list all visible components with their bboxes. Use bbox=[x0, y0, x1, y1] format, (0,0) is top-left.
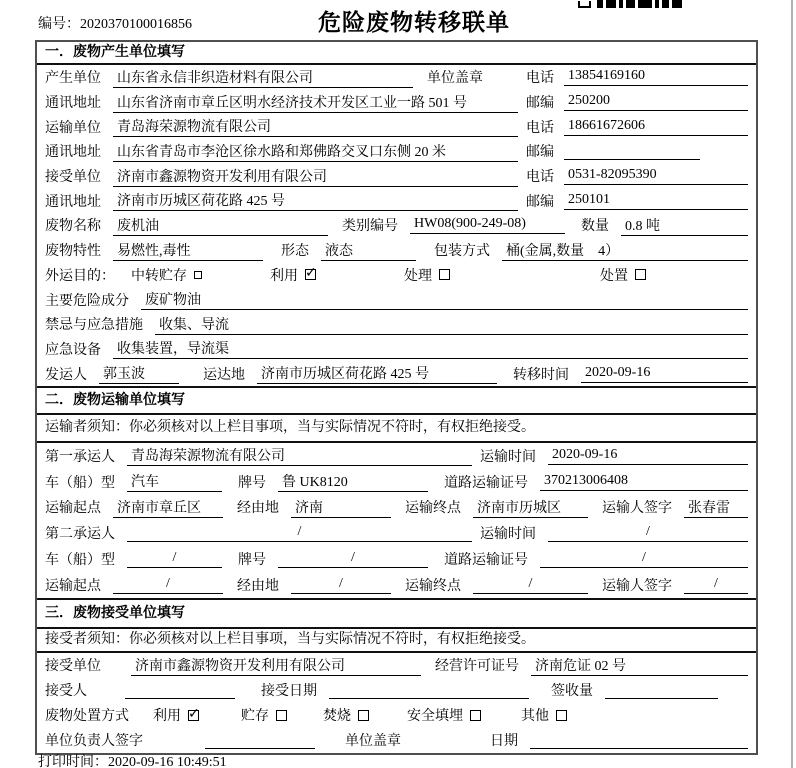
address-label: 通讯地址 bbox=[45, 145, 101, 161]
equipment-value: 收集装置，导流渠 bbox=[113, 338, 748, 359]
receiver-label: 接受人 bbox=[45, 684, 87, 700]
vehicle1-label: 车（船）型 bbox=[45, 475, 115, 491]
doc-number-label: 编号： bbox=[38, 17, 80, 32]
receiver-notice: 接受者须知：你必须核对以上栏目事项，当与实际情况不符时，有权拒绝接受。 bbox=[37, 629, 756, 653]
disposal-option-other bbox=[521, 705, 567, 725]
waste-name-value: 废机油 bbox=[113, 215, 328, 236]
purpose-option-use bbox=[270, 265, 316, 285]
via2-label: 经由地 bbox=[237, 578, 279, 594]
row-dispatch bbox=[37, 361, 756, 386]
produce-unit-value: 山东省永信非织造材料有限公司 bbox=[113, 67, 413, 88]
zip-value: 250101 bbox=[564, 192, 748, 210]
road-cert2-value: / bbox=[540, 550, 748, 568]
unit-seal-label: 单位盖章 bbox=[345, 734, 401, 750]
disposal-option-burn bbox=[323, 705, 369, 725]
checkbox-icon bbox=[358, 710, 369, 721]
section2-header: 二．废物运输单位填写 bbox=[37, 386, 756, 415]
end2-label: 运输终点 bbox=[405, 578, 461, 594]
checkbox-icon bbox=[194, 271, 202, 279]
date-label: 日期 bbox=[490, 734, 518, 750]
option-label: 处置 bbox=[600, 268, 628, 284]
plate2-value: / bbox=[278, 550, 428, 568]
date-value bbox=[530, 731, 748, 749]
receive-date-value bbox=[329, 681, 529, 699]
row-produce-address bbox=[37, 90, 756, 115]
phone-label: 电话 bbox=[526, 120, 554, 136]
receive-unit-value: 济南市鑫源物资开发利用有限公司 bbox=[113, 166, 518, 187]
phone-field bbox=[526, 166, 748, 186]
receiver-value bbox=[125, 681, 235, 699]
page-edge-line bbox=[791, 0, 793, 768]
zip-value: 250200 bbox=[564, 93, 748, 111]
form-state-label: 形态 bbox=[281, 244, 309, 260]
row-equipment bbox=[37, 337, 756, 362]
sign-quantity-label: 签收量 bbox=[551, 684, 593, 700]
carrier1-value: 青岛海荣源物流有限公司 bbox=[127, 445, 472, 466]
row-receive-unit-s3 bbox=[37, 653, 756, 678]
form-state-value: 液态 bbox=[321, 240, 416, 261]
end1-value: 济南市历城区 bbox=[473, 497, 588, 518]
leader-sign-value bbox=[205, 731, 315, 749]
phone-label: 电话 bbox=[526, 71, 554, 87]
row-produce-unit bbox=[37, 65, 756, 90]
row-transport-unit bbox=[37, 114, 756, 139]
checkbox-icon bbox=[470, 710, 481, 721]
transport-unit-value: 青岛海荣源物流有限公司 bbox=[113, 116, 518, 137]
package-label: 包装方式 bbox=[434, 244, 490, 260]
doc-number bbox=[38, 13, 192, 33]
option-label: 处理 bbox=[404, 268, 432, 284]
zip-field bbox=[526, 92, 748, 112]
road-cert1-value: 370213006408 bbox=[540, 473, 748, 491]
print-time-value: 2020-09-16 10:49:51 bbox=[108, 755, 227, 768]
transfer-time-label: 转移时间 bbox=[513, 367, 569, 383]
address-label: 通讯地址 bbox=[45, 194, 101, 210]
via1-label: 经由地 bbox=[237, 501, 279, 517]
sign2-value: / bbox=[684, 576, 748, 594]
destination-label: 运达地 bbox=[203, 367, 245, 383]
option-label: 其他 bbox=[521, 709, 549, 725]
vehicle1-value: 汽车 bbox=[127, 471, 222, 492]
print-time-label: 打印时间： bbox=[38, 755, 108, 768]
via2-value: / bbox=[291, 576, 391, 594]
row-receive-unit bbox=[37, 164, 756, 189]
address-label: 通讯地址 bbox=[45, 96, 101, 112]
receive-date-label: 接受日期 bbox=[261, 684, 317, 700]
row-disposal bbox=[37, 703, 756, 728]
unit-seal-label: 单位盖章 bbox=[427, 71, 483, 87]
checkbox-icon bbox=[188, 710, 199, 721]
address-value: 山东省青岛市李沧区徐水路和郑佛路交叉口东侧 20 米 bbox=[113, 141, 518, 162]
waste-trait-label: 废物特性 bbox=[45, 244, 101, 260]
section1-header: 一．废物产生单位填写 bbox=[37, 42, 756, 65]
road-cert2-label: 道路运输证号 bbox=[444, 553, 528, 569]
sign1-value: 张春雷 bbox=[684, 497, 748, 518]
doc-number-value: 2020370100016856 bbox=[80, 17, 192, 32]
section3-header: 三．废物接受单位填写 bbox=[37, 598, 756, 629]
origin2-value: / bbox=[113, 576, 223, 594]
zip-label: 邮编 bbox=[526, 96, 554, 112]
phone-field bbox=[526, 67, 748, 87]
row-transport-address bbox=[37, 139, 756, 164]
via1-value: 济南 bbox=[291, 497, 391, 518]
row-route2 bbox=[37, 572, 756, 598]
row-vehicle2 bbox=[37, 546, 756, 572]
row-waste-trait bbox=[37, 238, 756, 263]
sign2-label: 运输人签字 bbox=[602, 578, 672, 594]
receive-unit-value: 济南市鑫源物资开发利用有限公司 bbox=[131, 655, 421, 676]
zip-field bbox=[526, 191, 748, 211]
license-label: 经营许可证号 bbox=[435, 659, 519, 675]
phone-value: 0531-82095390 bbox=[564, 167, 748, 185]
print-time bbox=[38, 751, 227, 768]
zip-label: 邮编 bbox=[526, 145, 554, 161]
quantity-value: 0.8 吨 bbox=[621, 215, 748, 236]
transport-time-value: 2020-09-16 bbox=[548, 447, 748, 465]
address-value: 山东省济南市章丘区明水经济技术开发区工业一路 501 号 bbox=[113, 92, 518, 113]
transport-time2-label: 运输时间 bbox=[480, 527, 536, 543]
row-taboo bbox=[37, 312, 756, 337]
row-route1 bbox=[37, 495, 756, 521]
phone-label: 电话 bbox=[526, 170, 554, 186]
transfer-time-value: 2020-09-16 bbox=[581, 365, 748, 383]
qr-code-partial bbox=[578, 0, 682, 8]
doc-title: 危险废物转移联单 bbox=[318, 10, 510, 35]
receive-unit-label: 接受单位 bbox=[45, 170, 101, 186]
sender-label: 发运人 bbox=[45, 367, 87, 383]
row-leader-sign bbox=[37, 728, 756, 753]
plate2-label: 牌号 bbox=[238, 553, 266, 569]
phone-value: 18661672606 bbox=[564, 118, 748, 136]
disposal-label: 废物处置方式 bbox=[45, 709, 129, 725]
vehicle2-label: 车（船）型 bbox=[45, 553, 115, 569]
sender-value: 郭玉波 bbox=[99, 363, 179, 384]
leader-sign-label: 单位负责人签字 bbox=[45, 734, 143, 750]
waste-name-label: 废物名称 bbox=[45, 219, 101, 235]
zip-field bbox=[526, 141, 748, 161]
checkbox-icon bbox=[305, 269, 316, 280]
phone-value: 13854169160 bbox=[564, 68, 748, 86]
option-label: 贮存 bbox=[241, 709, 269, 725]
address-value: 济南市历城区荷花路 425 号 bbox=[113, 190, 518, 211]
carrier2-label: 第二承运人 bbox=[45, 527, 115, 543]
purpose-option-storage bbox=[131, 265, 202, 285]
carrier1-label: 第一承运人 bbox=[45, 449, 115, 465]
option-label: 利用 bbox=[270, 268, 298, 284]
hazard-label: 主要危险成分 bbox=[45, 293, 129, 309]
transport-unit-label: 运输单位 bbox=[45, 120, 101, 136]
option-label: 中转贮存 bbox=[131, 268, 187, 284]
row-purpose bbox=[37, 263, 756, 288]
row-waste-name bbox=[37, 213, 756, 238]
road-cert1-label: 道路运输证号 bbox=[444, 475, 528, 491]
purpose-option-treat bbox=[404, 265, 450, 285]
phone-field bbox=[526, 117, 748, 137]
quantity-label: 数量 bbox=[581, 219, 609, 235]
taboo-value: 收集、导流 bbox=[155, 314, 748, 335]
transfer-form bbox=[35, 40, 758, 755]
plate1-value: 鲁 UK8120 bbox=[278, 471, 428, 492]
category-value: HW08(900-249-08) bbox=[410, 216, 565, 234]
disposal-option-landfill bbox=[407, 705, 481, 725]
sign-quantity-value bbox=[605, 681, 718, 699]
plate1-label: 牌号 bbox=[238, 475, 266, 491]
license-value: 济南危证 02 号 bbox=[531, 655, 748, 676]
vehicle2-value: / bbox=[127, 550, 222, 568]
origin1-label: 运输起点 bbox=[45, 501, 101, 517]
row-carrier1 bbox=[37, 443, 756, 469]
transporter-notice: 运输者须知：你必须核对以上栏目事项，当与实际情况不符时，有权拒绝接受。 bbox=[37, 415, 756, 443]
checkbox-icon bbox=[635, 269, 646, 280]
transport-time2-value: / bbox=[548, 524, 748, 542]
transport-time-label: 运输时间 bbox=[480, 449, 536, 465]
zip-value bbox=[564, 142, 700, 160]
option-label: 焚烧 bbox=[323, 709, 351, 725]
option-label: 安全填埋 bbox=[407, 709, 463, 725]
row-receive-address bbox=[37, 188, 756, 213]
zip-label: 邮编 bbox=[526, 194, 554, 210]
receive-unit-label: 接受单位 bbox=[45, 659, 101, 675]
checkbox-icon bbox=[556, 710, 567, 721]
origin2-label: 运输起点 bbox=[45, 578, 101, 594]
sign1-label: 运输人签字 bbox=[602, 501, 672, 517]
purpose-option-dispose bbox=[600, 265, 646, 285]
carrier2-value: / bbox=[127, 524, 472, 542]
end2-value: / bbox=[473, 576, 588, 594]
produce-unit-label: 产生单位 bbox=[45, 71, 101, 87]
checkbox-icon bbox=[439, 269, 450, 280]
checkbox-icon bbox=[276, 710, 287, 721]
category-label: 类别编号 bbox=[342, 219, 398, 235]
equipment-label: 应急设备 bbox=[45, 342, 101, 358]
package-value: 桶(金属,数量 4） bbox=[502, 240, 748, 261]
row-vehicle1 bbox=[37, 469, 756, 495]
destination-value: 济南市历城区荷花路 425 号 bbox=[257, 363, 497, 384]
purpose-label: 外运目的： bbox=[45, 268, 115, 284]
disposal-option-use bbox=[153, 705, 199, 725]
disposal-option-store bbox=[241, 705, 287, 725]
row-receiver bbox=[37, 678, 756, 703]
origin1-value: 济南市章丘区 bbox=[113, 497, 223, 518]
option-label: 利用 bbox=[153, 709, 181, 725]
end1-label: 运输终点 bbox=[405, 501, 461, 517]
row-hazard bbox=[37, 287, 756, 312]
waste-trait-value: 易燃性,毒性 bbox=[113, 240, 263, 261]
hazard-value: 废矿物油 bbox=[141, 289, 748, 310]
taboo-label: 禁忌与应急措施 bbox=[45, 318, 143, 334]
row-carrier2 bbox=[37, 520, 756, 546]
